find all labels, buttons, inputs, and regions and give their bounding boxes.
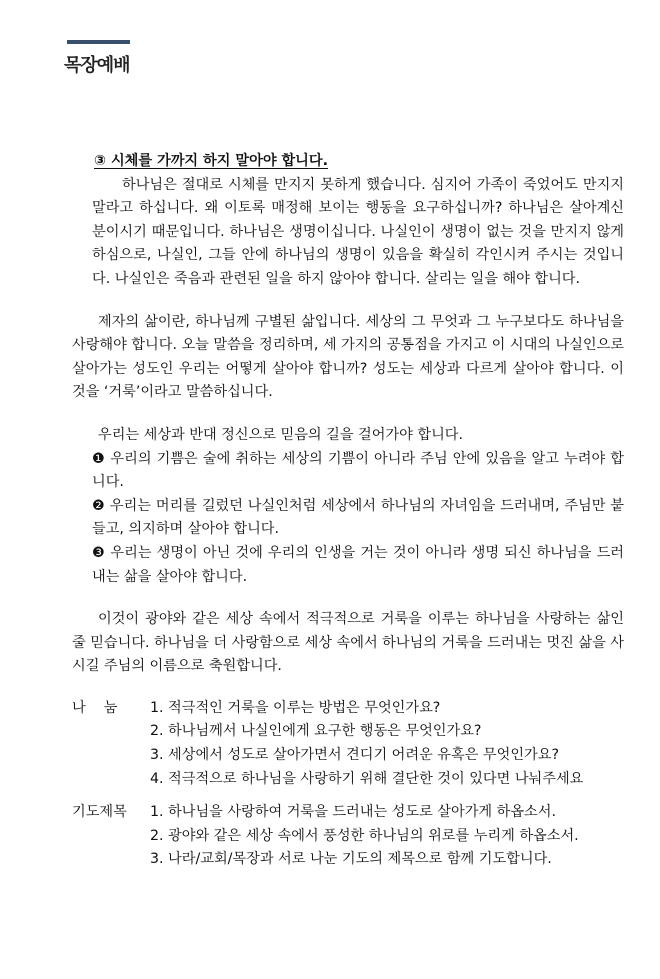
sharing-question-1: 1. 적극적인 거룩을 이루는 방법은 무엇인가요?: [150, 699, 441, 716]
sharing-label: 나 눔: [72, 699, 118, 716]
prayer-item-3: 3. 나라/교회/목장과 서로 나눈 기도의 제목으로 함께 기도합니다.: [150, 851, 552, 868]
paragraph-disciple: 제자의 삶이란, 하나님께 구별된 삶입니다. 세상의 그 무엇과 그 누구보다도 하나님을 사랑해야 합니다. 오늘 말씀을 정리하며, 세 가지의 공통점을 가지고 이 시대의 나실인으로 살아가는 성도인 우리는 어떻게 살아야 합니까? 성도는 세상과 다르게 살아야 합니다. 이것을 ‘거룩’이라고 말씀하십니다.: [72, 313, 625, 401]
paragraph-closing: 이것이 광야와 같은 세상 속에서 적극적으로 거룩을 이루는 하나님을 사랑하는 삶인 줄 믿습니다. 하나님을 더 사랑함으로 세상 속에서 하나님의 거룩을 드러내는 멋진 삶을 사시길 주님의 이름으로 축원합니다.: [72, 611, 625, 675]
section-heading: ③ 시체를 가까지 하지 말아야 합니다.: [94, 153, 328, 169]
sharing-question-2: 2. 하나님께서 나실인에게 요구한 행동은 무엇인가요?: [150, 723, 482, 740]
prayer-section: [72, 801, 624, 872]
paragraph-corpse: 하나님은 절대로 시체를 만지지 못하게 했습니다. 심지어 가족이 죽었어도 만지지 말라고 하십니다. 왜 이토록 매정해 보이는 행동을 요구하십니까? 하나님은 살아계신 분이시기 때문입니다. 하나님은 생명이십니다. 나실인이 생명이 없는 것을 만지지 않게 하심으로, 나실인, 그들 안에 하나님의 생명이 있음을 확실히 각인시켜 주시는 것입니다. 나실인은 죽음과 관련된 일을 하지 않아야 합니다. 살리는 일을 해야 합니다.: [92, 176, 624, 287]
document-body: [72, 150, 624, 872]
page-title: 목장예배: [64, 55, 130, 76]
sharing-question-3: 3. 세상에서 성도로 살아가면서 견디기 어려운 유혹은 무엇인가요?: [150, 747, 559, 764]
faith-intro: 우리는 세상과 반대 정신으로 믿음의 길을 걸어가야 합니다.: [98, 426, 464, 443]
prayer-item-1: 1. 하나님을 사랑하여 거룩을 드러내는 성도로 살아가게 하옵소서.: [150, 804, 556, 821]
sharing-list: [150, 697, 583, 791]
sharing-section: [72, 697, 624, 791]
faith-section: [72, 424, 624, 589]
sharing-question-4: 4. 적극적으로 하나님을 사랑하기 위해 결단한 것이 있다면 나눠주세요: [150, 770, 584, 787]
prayer-list: [150, 801, 579, 872]
prayer-label: 기도제목: [72, 804, 127, 821]
faith-item-3: ❸ 우리는 생명이 아닌 것에 우리의 인생을 거는 것이 아니라 생명 되신 하나님을 드러내는 삶을 살아야 합니다.: [92, 544, 624, 585]
faith-item-2: ❷ 우리는 머리를 길렀던 나실인처럼 세상에서 하나님의 자녀임을 드러내며, 주님만 붙들고, 의지하며 살아야 합니다.: [92, 497, 624, 538]
header-accent-bar: [67, 40, 130, 44]
faith-item-1: ❶ 우리의 기쁨은 술에 취하는 세상의 기쁨이 아니라 주님 안에 있음을 알고 누려야 합니다.: [92, 450, 624, 491]
prayer-item-2: 2. 광야와 같은 세상 속에서 풍성한 하나님의 위로를 누리게 하옵소서.: [150, 827, 579, 844]
